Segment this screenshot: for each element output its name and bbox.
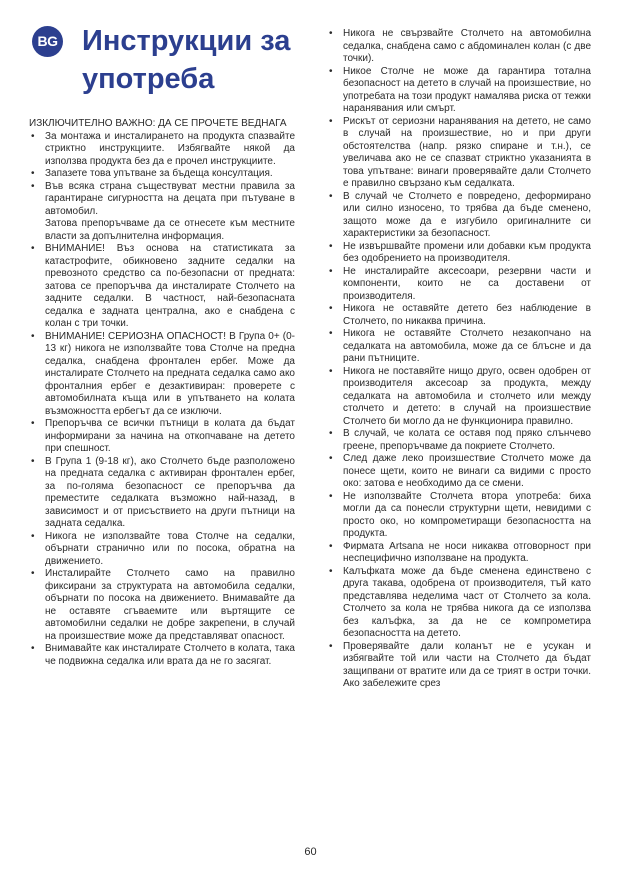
page-title: Инструкции за употреба bbox=[82, 25, 291, 95]
instruction-item: • Във всяка страна съществуват местни правила за гарантиране сигурността на децата при пътуване в автомобил. bbox=[31, 180, 295, 217]
bullet-icon: • bbox=[329, 303, 333, 314]
language-badge: BG bbox=[32, 26, 63, 57]
important-notice-heading: ИЗКЛЮЧИТЕЛНО ВАЖНО: ДА СЕ ПРОЧЕТЕ ВЕДНАГА bbox=[29, 118, 287, 129]
instruction-item: • ВНИМАНИЕ! Въз основа на статистиката за катастрофите, обикновено задните седалки на превозното средство са по-безопасни от предната: затова се препоръчва да инсталирате Столчето на задните седалки. В частност, най-безопасната седалка е задната централна, ако е снабдена с колан с три точки. bbox=[31, 243, 295, 329]
instruction-item: • Никога не оставяйте детето без наблюдение в Столчето, по никаква причина. bbox=[329, 303, 591, 327]
bullet-icon: • bbox=[31, 180, 35, 192]
instruction-item: • ВНИМАНИЕ! СЕРИОЗНА ОПАСНОСТ! В Група 0+ (0-13 кг) никога не използвайте това Столче на предна седалка, снабдена фронтален ербег. Може да инсталирате Столчето на предната седалка само ако фронталния ербег е дезактивиран: проверете с автомобилната къща или в упътването на колата възможността ербегът да се изключи. bbox=[31, 330, 295, 417]
page-number: 60 bbox=[304, 846, 317, 858]
bullet-icon: • bbox=[31, 455, 35, 467]
instruction-item: • Рискът от сериозни наранявания на детето, не само в случай на произшествие, но и при други обстоятелства (напр. рязко спиране и т.н.), се увеличава ако не се спазват стриктно указанията в това упътване: винаги проверявайте дали Столчето е правилно свързано към седалката. bbox=[329, 115, 591, 189]
bullet-icon: • bbox=[329, 365, 333, 377]
instruction-item: • В случай, че колата се оставя под пряко слънчево греене, препоръчваме да покриете Столчето. bbox=[329, 428, 591, 452]
bullet-icon: • bbox=[329, 428, 333, 439]
instruction-item: • След даже леко произшествие Столчето може да понесе щети, които не винаги са видими с просто око: затова е необходимо да се смени. bbox=[329, 453, 591, 489]
instruction-item: • Проверявайте дали коланът не е усукан и избягвайте той или части на Столчето да бъдат защипвани от вратите или да се трият в остри точки. Ако забележите срез bbox=[329, 640, 591, 689]
bullet-icon: • bbox=[31, 330, 35, 342]
bullet-icon: • bbox=[31, 643, 35, 654]
bullet-icon: • bbox=[329, 328, 333, 339]
instruction-item: • Инсталирайте Столчето само на правилно фиксирани за структурата на автомобила седалки, обърнати по посока на движението. Внимавайте да не оставяте сгъваемите или въртящите се автомобилни седалки не добре закрепени, в случай на произшествие може да представляват опасност. bbox=[31, 568, 295, 642]
bullet-icon: • bbox=[329, 28, 333, 39]
instruction-item: • В случай че Столчето е повредено, деформирано или силно износено, то трябва да бъде сменено, защото може да е изгубило оригиналните си характеристики за безопасност. bbox=[329, 190, 591, 239]
bullet-icon: • bbox=[329, 640, 333, 652]
instruction-item: • Не инсталирайте аксесоари, резервни части и компоненти, които не са доставени от производителя. bbox=[329, 265, 591, 302]
instruction-item: • Не извършвайте промени или добавки към продукта без одобрението на производителя. bbox=[329, 240, 591, 264]
bullet-icon: • bbox=[329, 115, 333, 127]
bullet-icon: • bbox=[329, 540, 333, 552]
bullet-icon: • bbox=[329, 190, 333, 202]
instruction-item: • Никога не използвайте това Столче на седалки, обърнати странично или по посока, обратна на движението. bbox=[31, 530, 295, 567]
instruction-item: • Никога не оставяйте Столчето незакопчано на седалката на автомобила, може да се блъсне и да рани пътниците. bbox=[329, 328, 591, 364]
instruction-item: • Запазете това упътване за бъдеща консултация. bbox=[31, 168, 273, 179]
instruction-item: • За монтажа и инсталирането на продукта спазвайте стриктно инструкциите. Избягвайте някой да използва продукта без да е прочел инструкциите. bbox=[31, 130, 295, 167]
bullet-icon: • bbox=[31, 243, 35, 254]
left-instruction-list bbox=[29, 131, 295, 669]
bullet-icon: • bbox=[31, 418, 35, 429]
bullet-icon: • bbox=[329, 565, 333, 577]
bullet-icon: • bbox=[31, 168, 35, 179]
bullet-icon: • bbox=[329, 265, 333, 277]
instruction-item: • Внимавайте как инсталирате Столчето в колата, така че подвижна седалка или врата да не го засягат. bbox=[31, 643, 295, 667]
bullet-icon: • bbox=[329, 240, 333, 252]
instruction-item: • Фирмата Artsana не носи никаква отговорност при неспецифично използване на продукта. bbox=[329, 540, 591, 564]
bullet-icon: • bbox=[31, 530, 35, 542]
bullet-icon: • bbox=[329, 453, 333, 464]
right-column bbox=[327, 28, 591, 691]
left-column bbox=[29, 118, 295, 668]
bullet-icon: • bbox=[329, 490, 333, 502]
instruction-item: • В Група 1 (9-18 кг), ако Столчето бъде разположено на предната седалка с активиран фронтален ербег, за по-голяма безопасност се препоръчва да преместите седалката възможно най-назад, в зависимост и от присъствието на други пътници на задната седалка. bbox=[31, 455, 295, 529]
instruction-item: • Никога не свързвайте Столчето на автомобилна седалка, снабдена само с абдоминален колан (с две точки). bbox=[329, 28, 591, 64]
bullet-icon: • bbox=[31, 130, 35, 142]
bullet-icon: • bbox=[31, 568, 35, 579]
instruction-item: • Никое Столче не може да гарантира тотална безопасност на детето в случай на произшествие, но употребата на този продукт намалява риска от тежки наранявания или смърт. bbox=[329, 65, 591, 114]
right-instruction-list bbox=[327, 28, 591, 691]
instruction-item: • Никога не поставяйте нищо друго, освен одобрен от производителя аксесоар за продукта, между седалката на автомобила и столчето или между столчето и детето: в случай на произшествие Столчето би могло да не функционира правилно. bbox=[329, 365, 591, 427]
bullet-icon: • bbox=[329, 65, 333, 77]
instruction-continuation: Затова препоръчваме да се отнесете към местните власти за допълнителна информация. bbox=[45, 218, 295, 242]
instruction-item: • Калъфката може да бъде сменена единствено с друга такава, одобрена от производителя, тъй като представлява неделима част от Столчето за кола. Столчето за кола не трябва никога да се използва без калъфка, за да не се компрометира безопасността на детето. bbox=[329, 565, 591, 639]
instruction-item: • Не използвайте Столчета втора употреба: биха могли да са понесли структурни щети, невидими с просто око, но компрометиращи безопасността на продукта. bbox=[329, 490, 591, 539]
instruction-item: • Препоръчва се всички пътници в колата да бъдат информирани за начина на откопчаване на детето при спешност. bbox=[31, 418, 295, 454]
